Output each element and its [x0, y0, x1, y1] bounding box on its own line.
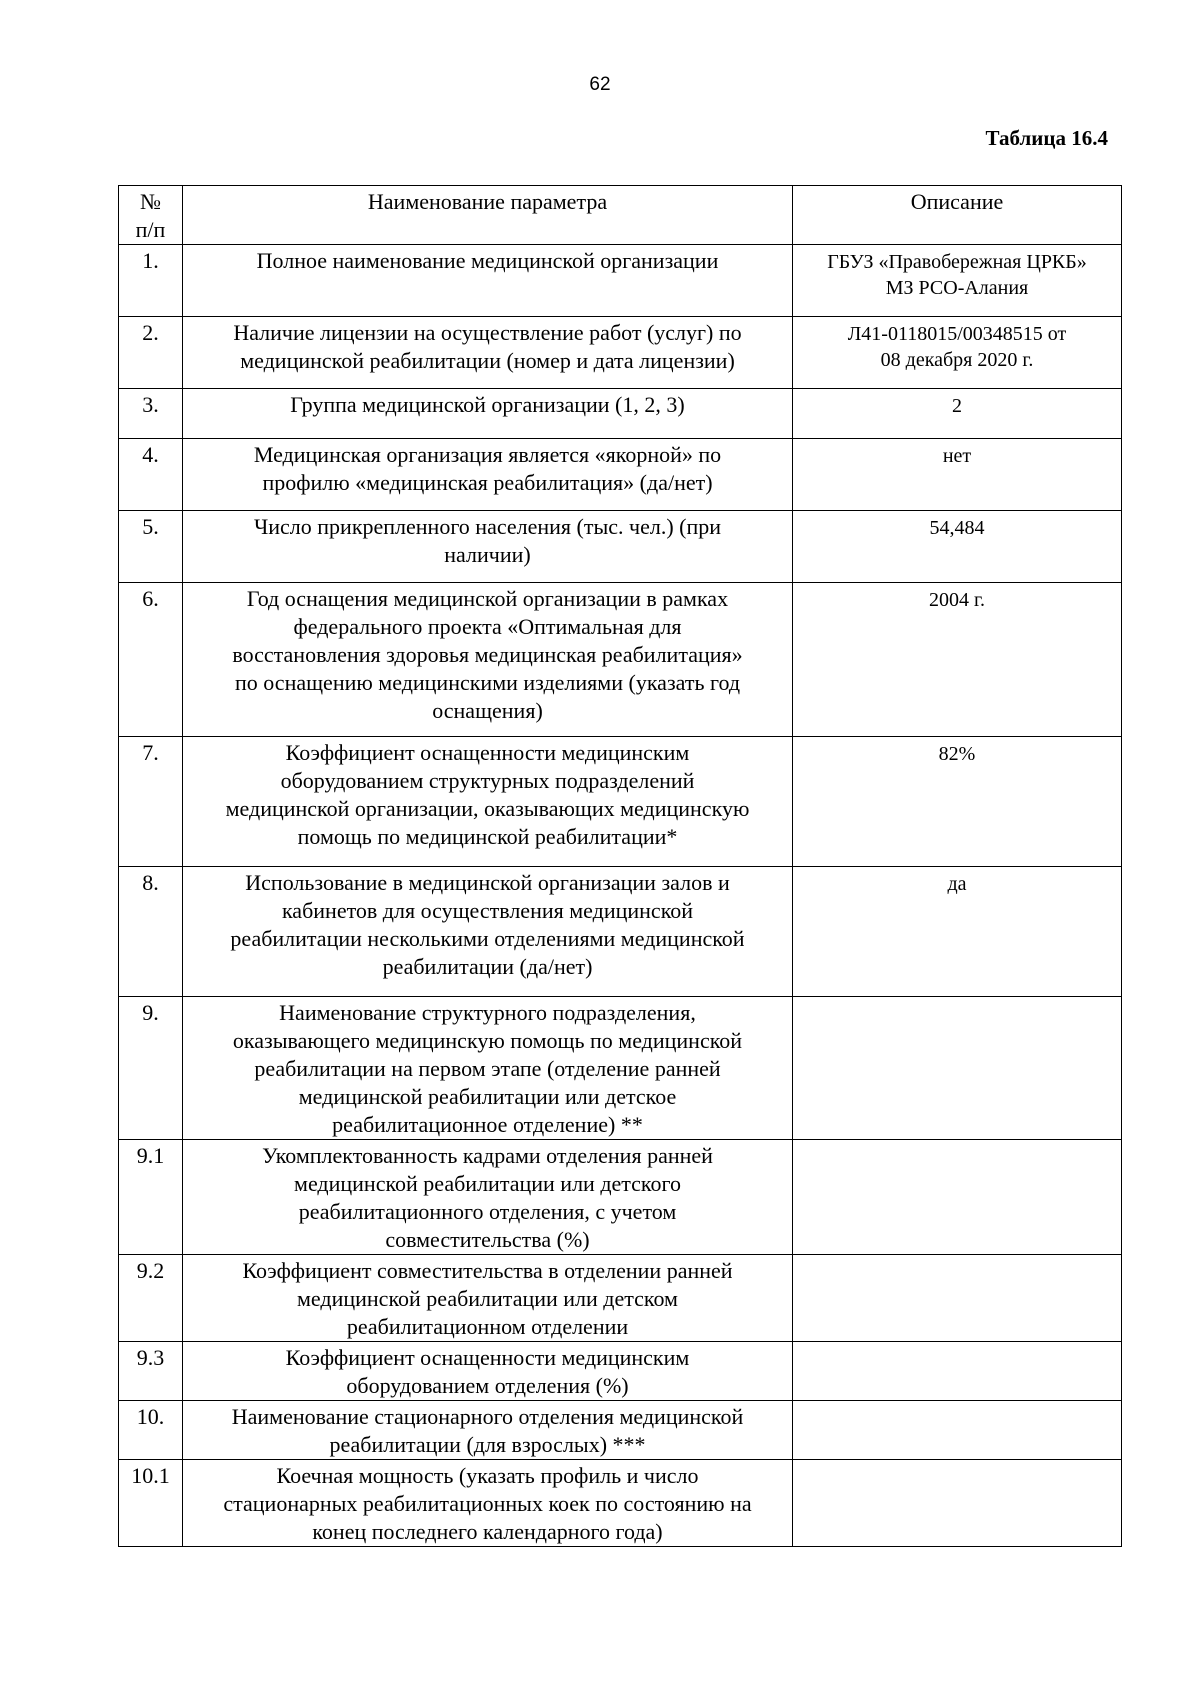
- parameter-name-line: Коэффициент совместительства в отделении ранней: [242, 1258, 733, 1283]
- parameter-name-cell: [183, 1401, 793, 1460]
- table-row: [119, 1401, 1122, 1460]
- table-body: [119, 186, 1122, 1547]
- parameter-name-line: стационарных реабилитационных коек по состоянию на: [223, 1491, 752, 1516]
- row-number-cell: 5.: [119, 511, 183, 583]
- row-number-cell: 9.: [119, 997, 183, 1140]
- row-number-cell: 2.: [119, 317, 183, 389]
- row-number-cell: 4.: [119, 439, 183, 511]
- description-line: 2004 г.: [929, 589, 985, 611]
- parameter-name-line: восстановления здоровья медицинская реабилитация»: [232, 642, 743, 667]
- parameter-name-line: Коэффициент оснащенности медицинским: [285, 740, 690, 765]
- table-caption: Таблица 16.4: [985, 126, 1108, 150]
- parameter-name-line: реабилитационном отделении: [346, 1314, 629, 1339]
- description-cell: [793, 317, 1122, 389]
- row-number-cell: 10.1: [119, 1460, 183, 1547]
- table-row: [119, 511, 1122, 583]
- parameter-name-line: реабилитационное отделение) **: [332, 1112, 643, 1137]
- parameter-name-line: реабилитации несколькими отделениями медицинской: [230, 926, 745, 951]
- parameter-name-line: Коэффициент оснащенности медицинским: [285, 1345, 690, 1370]
- parameter-name-cell: [183, 583, 793, 737]
- parameter-name-line: Число прикрепленного населения (тыс. чел.) (при: [253, 514, 722, 539]
- parameter-name-line: кабинетов для осуществления медицинской: [281, 898, 694, 923]
- description-cell: [793, 1401, 1122, 1460]
- parameter-name-line: оборудованием отделения (%): [346, 1373, 629, 1398]
- parameter-name-cell: [183, 1342, 793, 1401]
- description-cell: [793, 997, 1122, 1140]
- parameter-name-line: медицинской реабилитации или детском: [297, 1286, 678, 1311]
- parameter-name-cell: [183, 245, 793, 317]
- parameter-name-line: Наименование стационарного отделения медицинской: [231, 1404, 744, 1429]
- row-number-cell: 7.: [119, 737, 183, 867]
- row-number-cell: 9.2: [119, 1255, 183, 1342]
- header-num-line: п/п: [135, 217, 166, 242]
- row-number-cell: 8.: [119, 867, 183, 997]
- description-line: 2: [952, 395, 962, 417]
- parameter-name-line: Медицинская организация является «якорной» по: [253, 442, 722, 467]
- description-line: ГБУЗ «Правобережная ЦРКБ»: [827, 251, 1087, 273]
- row-number-cell: 1.: [119, 245, 183, 317]
- table-row: [119, 1255, 1122, 1342]
- parameter-name-line: совместительства (%): [385, 1227, 590, 1252]
- parameter-name-line: профилю «медицинская реабилитация» (да/нет): [262, 470, 713, 495]
- parameter-name-line: медицинской реабилитации или детского: [294, 1171, 681, 1196]
- row-number-cell: 9.1: [119, 1140, 183, 1255]
- parameter-name-line: Использование в медицинской организации залов и: [245, 870, 730, 895]
- parameter-name-line: реабилитации (да/нет): [382, 954, 593, 979]
- parameter-name-line: Полное наименование медицинской организации: [256, 248, 719, 273]
- parameter-name-cell: [183, 867, 793, 997]
- table-row: [119, 317, 1122, 389]
- parameter-name-line: оборудованием структурных подразделений: [280, 768, 695, 793]
- description-cell: [793, 1140, 1122, 1255]
- row-number-cell: 3.: [119, 389, 183, 439]
- table-row: [119, 439, 1122, 511]
- header-name-cell: Наименование параметра: [183, 186, 793, 245]
- parameter-name-line: Группа медицинской организации (1, 2, 3): [290, 392, 685, 417]
- parameter-name-line: медицинской реабилитации или детское: [298, 1084, 677, 1109]
- parameter-name-line: Укомплектованность кадрами отделения ранней: [262, 1143, 713, 1168]
- parameter-name-cell: [183, 1460, 793, 1547]
- parameter-name-cell: [183, 511, 793, 583]
- table-row: [119, 583, 1122, 737]
- table-header-row: [119, 186, 1122, 245]
- header-description-cell: Описание: [793, 186, 1122, 245]
- description-line: 54,484: [929, 517, 985, 539]
- description-cell: [793, 1342, 1122, 1401]
- description-cell: [793, 1255, 1122, 1342]
- description-line: да: [947, 873, 967, 895]
- description-cell: [793, 389, 1122, 439]
- description-cell: [793, 583, 1122, 737]
- parameter-name-line: Наличие лицензии на осуществление работ (услуг) по: [233, 320, 742, 345]
- description-line: МЗ РСО-Алания: [885, 277, 1029, 299]
- table-row: [119, 997, 1122, 1140]
- table-row: [119, 1342, 1122, 1401]
- table-row: [119, 389, 1122, 439]
- description-cell: [793, 737, 1122, 867]
- parameter-name-line: медицинской организации, оказывающих медицинскую: [225, 796, 750, 821]
- description-line: Л41-0118015/00348515 от: [847, 323, 1067, 345]
- parameter-name-line: реабилитации (для взрослых) ***: [329, 1432, 646, 1457]
- parameter-name-line: федерального проекта «Оптимальная для: [293, 614, 682, 639]
- parameter-name-cell: [183, 737, 793, 867]
- description-cell: [793, 245, 1122, 317]
- parameter-name-line: по оснащению медицинскими изделиями (указать год: [234, 670, 741, 695]
- parameter-name-line: оснащения): [432, 698, 543, 723]
- parameter-name-cell: [183, 997, 793, 1140]
- table-row: [119, 867, 1122, 997]
- parameter-name-line: медицинской реабилитации (номер и дата лицензии): [240, 348, 735, 373]
- row-number-cell: 10.: [119, 1401, 183, 1460]
- parameters-table: [118, 185, 1122, 1547]
- parameter-name-cell: [183, 1140, 793, 1255]
- parameter-name-cell: [183, 439, 793, 511]
- description-cell: [793, 1460, 1122, 1547]
- parameter-name-line: реабилитационного отделения, с учетом: [298, 1199, 677, 1224]
- table-row: [119, 245, 1122, 317]
- page-number: 62: [589, 74, 611, 95]
- description-line: 82%: [938, 743, 976, 765]
- row-number-cell: 6.: [119, 583, 183, 737]
- parameter-name-line: Наименование структурного подразделения,: [279, 1000, 696, 1025]
- parameter-name-cell: [183, 317, 793, 389]
- parameter-name-line: помощь по медицинской реабилитации*: [297, 824, 678, 849]
- description-cell: [793, 511, 1122, 583]
- parameter-name-line: наличии): [444, 542, 531, 567]
- parameter-name-line: Год оснащения медицинской организации в рамках: [246, 586, 729, 611]
- table-row: [119, 1140, 1122, 1255]
- parameter-name-line: конец последнего календарного года): [312, 1519, 663, 1544]
- parameter-name-cell: [183, 389, 793, 439]
- header-num-cell: [119, 186, 183, 245]
- parameter-name-cell: [183, 1255, 793, 1342]
- row-number-cell: 9.3: [119, 1342, 183, 1401]
- parameter-name-line: оказывающего медицинскую помощь по медицинской: [232, 1028, 743, 1053]
- description-cell: [793, 867, 1122, 997]
- table-row: [119, 1460, 1122, 1547]
- parameter-name-line: Коечная мощность (указать профиль и число: [276, 1463, 699, 1488]
- description-cell: [793, 439, 1122, 511]
- description-line: нет: [942, 445, 972, 467]
- description-line: 08 декабря 2020 г.: [880, 349, 1034, 371]
- parameter-name-line: реабилитации на первом этапе (отделение ранней: [254, 1056, 721, 1081]
- header-num-line: №: [140, 189, 161, 214]
- table-row: [119, 737, 1122, 867]
